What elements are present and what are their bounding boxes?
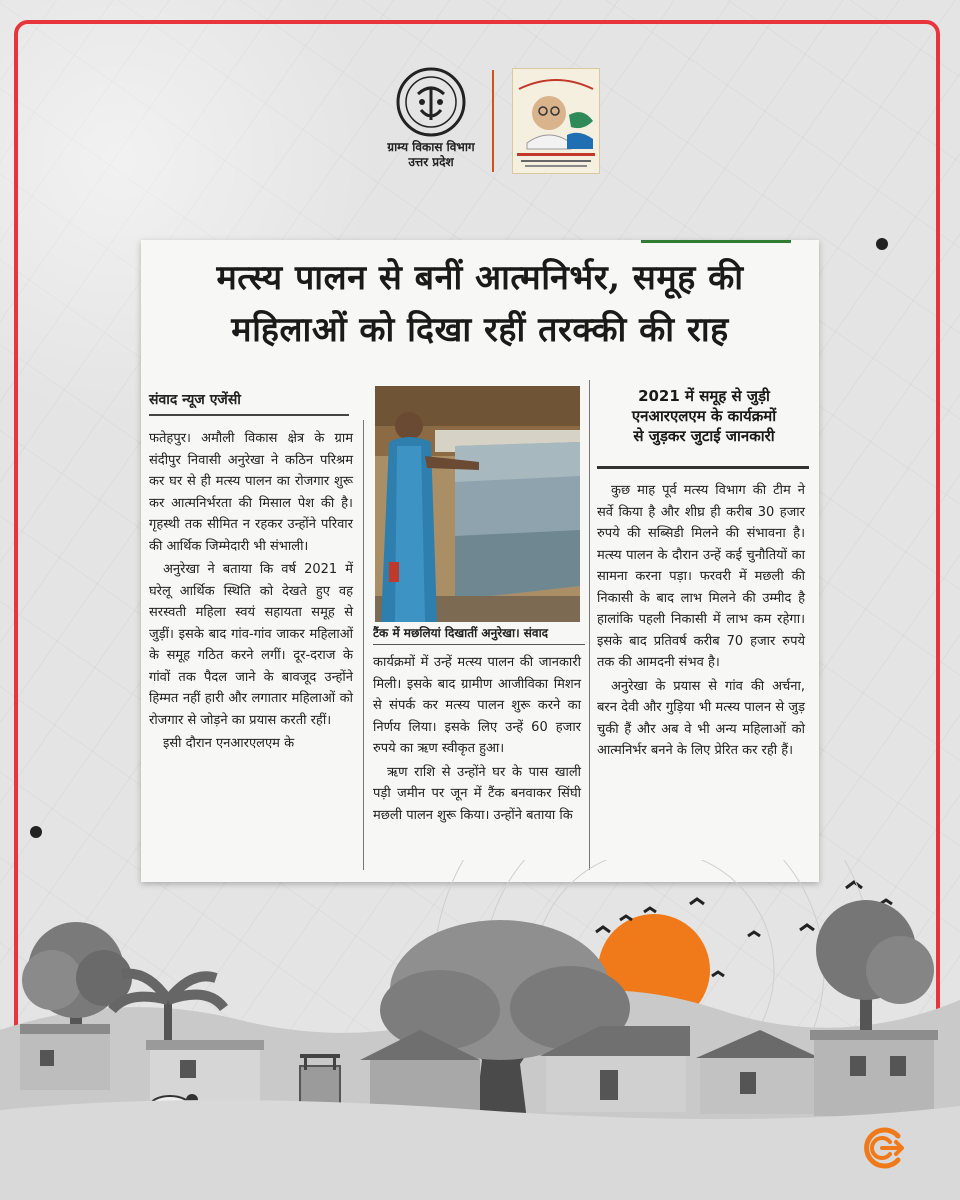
photo-caption: टैंक में मछलियां दिखातीं अनुरेखा। संवाद [373, 626, 549, 640]
paragraph: इसी दौरान एनआरएलएम के [163, 736, 295, 751]
logo-divider [492, 70, 494, 172]
house-icon [146, 1040, 264, 1104]
news-agency: संवाद न्यूज एजेंसी [149, 392, 241, 408]
paragraph: कुछ माह पूर्व मत्स्य विभाग की टीम ने सर्वे किया है और शीघ्र ही करीब 30 हजार रुपये की सब्सिडी मिलने की संभावना है। मत्स्य पालन के दौरान उन्हें कई चुनौतियों का सामना करना पड़ा। फरवरी में मछली की निकासी के बाद लाभ मिलने की उम्मीद है हालांकि पहली निकासी में लाभ कम रहेगा। इसके बाद प्रतिवर्ष करीब 70 हजार रुपये तक की आमदनी संभव है। [597, 483, 805, 670]
mahatma-gandhi-portrait-icon [513, 69, 599, 173]
article-column-1 [149, 428, 353, 757]
paragraph: फतेहपुर। अमौली विकास क्षेत्र के ग्राम संदीपुर निवासी अनुरेखा ने कठिन परिश्रम कर घर से ही मत्स्य पालन का रोजगार शुरू कर आत्मनिर्भरता की मिसाल पेश की है। गृहस्थी तक सीमित न रहकर उन्होंने परिवार की आर्थिक जिम्मेदारी भी संभाली। [149, 431, 353, 554]
up-government-emblem-icon [388, 66, 474, 138]
house-icon [810, 1030, 938, 1116]
newspaper-clipping [141, 240, 819, 882]
article-headline: मत्स्य पालन से बनीं आत्मनिर्भर, समूह की महिलाओं को दिखा रहीं तरक्की की राह [216, 258, 744, 350]
caption-underline [373, 644, 585, 645]
column-rule [363, 420, 364, 870]
paragraph: ऋण राशि से उन्होंने घर के पास खाली पड़ी जमीन पर जून में टैंक बनवाकर सिंघी मछली पालन शुरू किया। उन्होंने बताया कि [373, 764, 581, 823]
paragraph: कार्यक्रमों में उन्हें मत्स्य पालन की जानकारी मिली। इसके बाद ग्रामीण आजीविका मिशन से संपर्क कर मत्स्य पालन शुरू करने का निर्णय लिया। इसके लिए उन्हें 60 हजार रुपये का ऋण स्वीकृत हुआ। [373, 655, 581, 756]
subhead-underline [597, 466, 809, 469]
department-name: ग्राम्य विकास विभाग उत्तर प्रदेश [387, 140, 475, 169]
column-rule [589, 380, 590, 870]
woman-with-fish-tank-photo [375, 386, 580, 622]
article-photo [375, 386, 580, 622]
house-icon [20, 1024, 110, 1090]
paragraph: अनुरेखा के प्रयास से गांव की अर्चना, बरन देवी और गुड़िया भी मत्स्य पालन से जुड़ चुकी हैं और अब वे भी अन्य महिलाओं को आत्मनिर्भर बनने के लिए प्रेरित कर रही हैं। [597, 678, 805, 758]
clipping-top-line [641, 240, 791, 243]
paragraph: अनुरेखा ने बताया कि वर्ष 2021 में घरेलू आर्थिक स्थिति को देखते हुए वह सरस्वती महिला स्वयं सहायता समूह से जुड़ीं। इसके बाद गांव-गांव जाकर महिलाओं के समूह गठित करने लगीं। दूर-दराज के गांवों तक पैदल जाने के बावजूद उन्होंने हिम्मत नहीं हारी और लगातार महिलाओं को रोजगार से जोड़ने का प्रयास करती रहीं। [149, 562, 353, 728]
header-logos [372, 66, 602, 176]
decorative-dot [30, 826, 42, 838]
mgnrega-logo [512, 68, 600, 174]
decorative-dot [876, 238, 888, 250]
village-scenery [0, 860, 960, 1200]
agency-underline [149, 414, 349, 416]
article-column-3 [597, 480, 805, 764]
brand-arrow-logo-icon [858, 1124, 906, 1172]
article-column-2 [373, 652, 581, 828]
sub-headline: 2021 में समूह से जुड़ी एनआरएलएम के कार्यक्रमों से जुड़कर जुटाई जानकारी [631, 387, 777, 445]
